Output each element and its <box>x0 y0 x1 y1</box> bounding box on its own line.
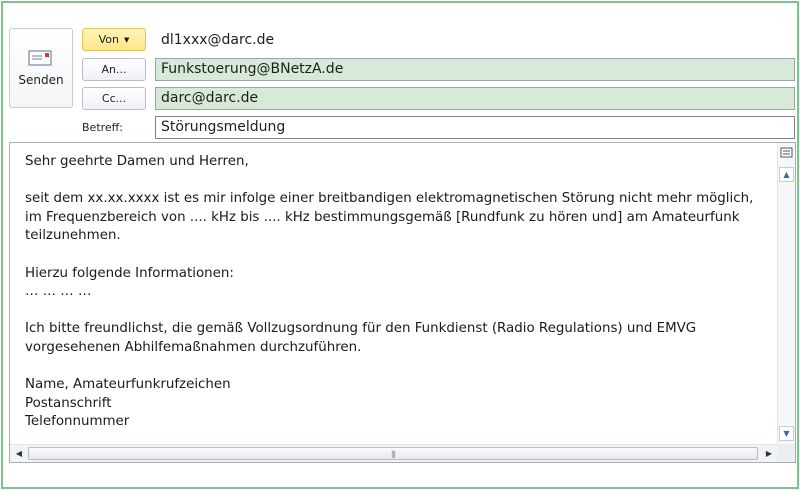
body-line: Hierzu folgende Informationen: <box>25 265 234 281</box>
body-line: Sehr geehrte Damen und Herren, <box>25 154 249 169</box>
to-button-label: An... <box>101 63 127 76</box>
to-button[interactable] <box>82 58 146 81</box>
body-line: vorgesehenen Abhilfemaßnahmen durchzuführen. <box>25 339 362 355</box>
body-line: seit dem xx.xx.xxxx ist es mir infolge einer breitbandigen elektromagnetischen Störung nicht mehr möglich, <box>25 191 754 207</box>
from-button[interactable] <box>82 28 146 51</box>
subject-field[interactable]: Störungsmeldung <box>155 116 795 139</box>
horizontal-scrollbar[interactable] <box>10 444 779 462</box>
body-line: Ich bitte freundlichst, die gemäß Vollzugsordnung für den Funkdienst (Radio Regulations) und EMVG <box>25 321 697 337</box>
arrow-down-icon[interactable]: ▼ <box>779 426 794 441</box>
compose-window <box>1 1 799 489</box>
cc-button-label: Cc... <box>101 92 127 105</box>
grip-icon: ||| <box>390 449 396 458</box>
message-body-text[interactable] <box>25 153 785 432</box>
from-address: dl1xxx@darc.de <box>161 32 275 48</box>
body-line: Name, Amateurfunkrufzeichen <box>25 377 231 393</box>
subject-label: Betreff: <box>82 121 123 134</box>
body-line <box>25 358 785 377</box>
body-line: … … … … <box>25 284 92 300</box>
body-line <box>25 302 785 321</box>
send-button[interactable] <box>9 28 73 108</box>
arrow-left-icon[interactable]: ◀ <box>15 449 23 458</box>
body-line: teilzunehmen. <box>25 228 121 244</box>
body-line <box>25 172 785 191</box>
horizontal-scroll-thumb[interactable] <box>28 447 758 460</box>
scroll-corner <box>777 444 795 462</box>
cc-button[interactable] <box>82 87 146 110</box>
body-line: Postanschrift <box>25 395 112 411</box>
arrow-right-icon[interactable]: ▶ <box>765 449 773 458</box>
envelope-icon <box>28 49 54 67</box>
vertical-scrollbar[interactable] <box>777 143 795 445</box>
body-line <box>25 246 785 265</box>
chevron-down-icon: ▼ <box>123 35 130 44</box>
from-button-label: Von <box>98 33 119 46</box>
body-line: Telefonnummer <box>25 414 130 430</box>
cc-field[interactable]: darc@darc.de <box>155 87 795 110</box>
send-button-label: Senden <box>18 73 64 87</box>
body-line: im Frequenzbereich von .... kHz bis .... kHz bestimmungsgemäß [Rundfunk zu hören und] am Amateurfunk <box>25 209 740 225</box>
arrow-up-icon[interactable]: ▲ <box>779 167 794 182</box>
ruler-icon[interactable] <box>779 145 794 160</box>
message-body[interactable] <box>9 142 796 463</box>
to-field[interactable]: Funkstoerung@BNetzA.de <box>155 58 795 81</box>
